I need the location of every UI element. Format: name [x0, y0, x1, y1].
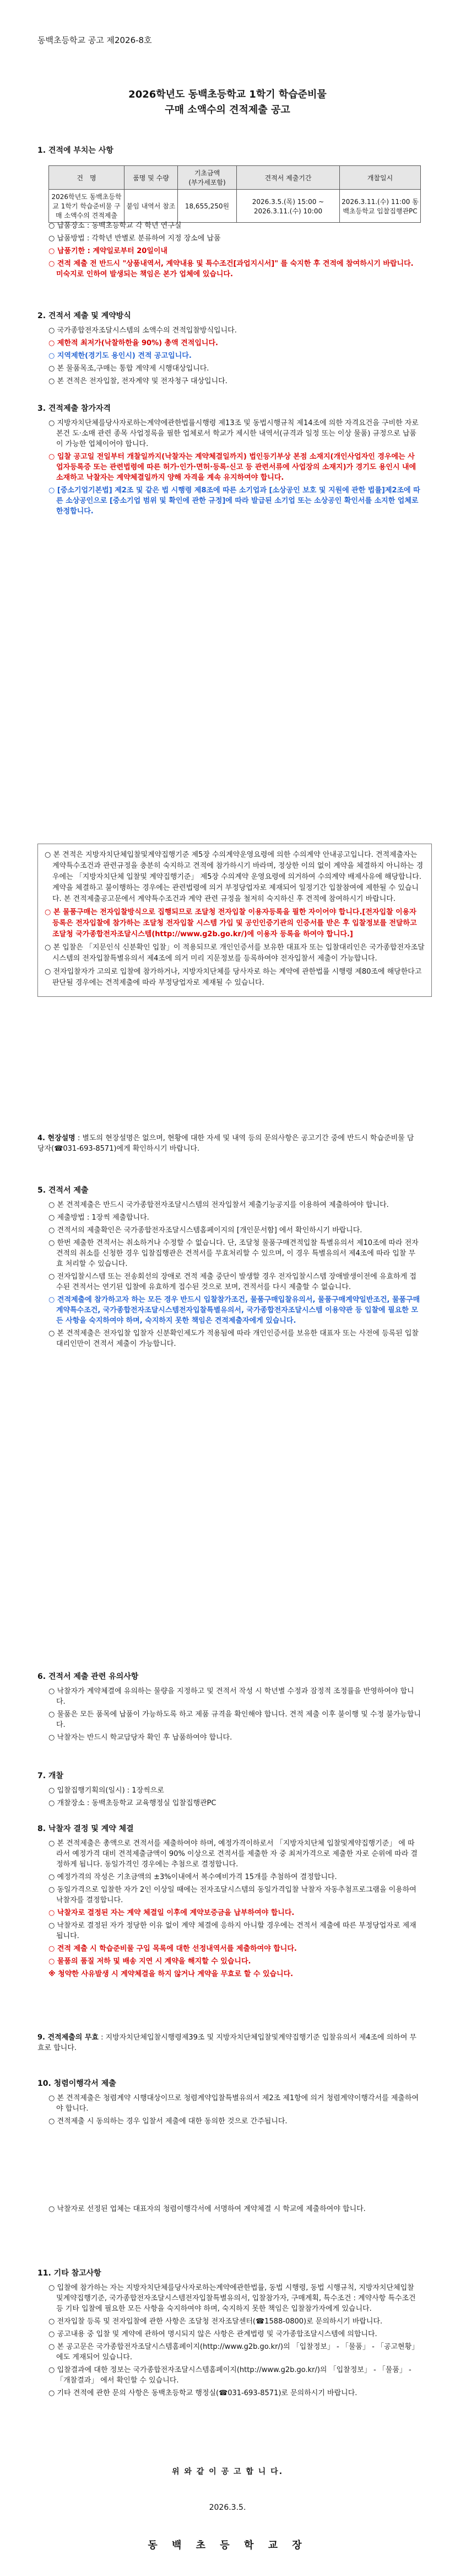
list-item: ○ 낙찰자로 결정된 자가 정당한 이유 없이 계약 체결에 응하지 아니할 경우에는 견적서 제출에 따른 부정당업자로 제재됩니다. — [48, 1922, 416, 1940]
col-period-header: 견적서 제출기간 — [237, 166, 340, 190]
section-11-items — [48, 2283, 421, 2401]
note-item: ○ 납품방법 : 각학년 반별로 분류하여 지정 장소에 납품 — [48, 234, 221, 243]
cell-amount: 18,655,250원 — [178, 190, 237, 223]
box-item: ○ 본 입찰은 「지문인식 신분확인 입찰」이 적용되므로 개인인증서를 보유한 대표자 또는 입찰대리인은 국가종합전자조달시스템의 전자입찰특별유의서 제4조에 의거 미리 지문정보를 등록하여야 전자입찰서 제출이 가능합니다. — [45, 943, 425, 963]
cell-opening: 2026.3.11.(수) 11:00 동백초등학교 입찰집행관PC — [340, 190, 421, 223]
spec-table-row — [49, 190, 421, 223]
section-3-notice-box — [37, 844, 432, 997]
list-item: ○ 전자입찰시스템 또는 전송회선의 장애로 견적 제출 중단이 발생할 경우 전자입찰시스템 장애발생이전에 유효하게 접수된 견적서는 연기된 입찰에 유효하게 접수된 것으로 보며, 견적서를 다시 제출할 수 없습니다. — [48, 1273, 416, 1291]
list-item: ○ 국가종합전자조달시스템의 소액수의 견적입찰방식입니다. — [48, 326, 237, 335]
list-item: ○ 제출방법 : 1장씩 제출합니다. — [48, 1214, 149, 1222]
section-9-text: 지방자치단체입찰시행령제39조 및 지방자치단체입찰및계약집행기준 입찰유의서 제4조에 의하여 무효로 합니다. — [37, 2033, 417, 2052]
list-item: ○ 입찰집행기획의(일시) : 1장씩으로 — [48, 1786, 164, 1795]
list-item: ○ 견적제출 시 동의하는 경우 입찰서 제출에 대한 동의한 것으로 간주됩니다. — [48, 2117, 288, 2126]
section-9-heading: 9. 견적제출의 무효 — [37, 2033, 99, 2042]
note-item: ○ 납품장소 : 동백초등학교 각 학년 연구실 — [48, 222, 182, 230]
cell-qty: 붙임 내역서 참조 — [124, 190, 178, 223]
section-2-heading: 2. 견적서 제출 및 계약방식 — [37, 312, 131, 320]
list-item: ○ 입찰결과에 대한 정보는 국가종합전자조달시스템홈페이지(http://www.g2b.go.kr/)의 「입찰정보」 - 「물품」 - 「개찰결과」 에서 확인할 수 있습니다. — [48, 2366, 411, 2385]
list-item: ○ 지방자치단체를당사자로하는계약에관한법률시행령 제13조 및 동법시행규칙 제14조에 의한 자격요건을 구비한 자로 본건 도·소매 관련 종목 사업정록을 필한 업체로서 학교가 제시한 내역서(규격과 일정 또는 이상 물품) 규정으로 납품이 가능한 업체이어야 합니다. — [48, 419, 419, 448]
section-6-heading: 6. 견적서 제출 관련 유의사항 — [37, 1672, 139, 1681]
list-item: ○ 본 견적제출은 총액으로 견적서를 제출하여야 하며, 예정가격이하로서 「지방자치단체 입찰및계약집행기준」 에 따라서 예정가격 대비 견적제출금액이 90% 이상으로 견적서를 제출한 자 중 최저가격으로 제출한 자로 순위에 따라 결정하게 됩니다. 동일가격인 경우에는 추첨으로 결정합니다. — [48, 1839, 418, 1869]
col-qty-header: 품명 및 수량 — [124, 166, 178, 190]
section-9: 9. 견적제출의 무효 : 지방자치단체입찰시행령제39조 및 지방자치단체입찰및계약집행기준 입찰유의서 제4조에 의하여 무효로 합니다. — [37, 2033, 417, 2052]
section-8-heading: 8. 낙찰자 결정 및 계약 체결 — [37, 1824, 134, 1833]
list-item: ○ 예정가격의 작성은 기초금액의 ±3%이내에서 복수예비가격 15개를 추첨하여 결정합니다. — [48, 1873, 337, 1881]
notice-title — [0, 87, 455, 118]
section-7-heading: 7. 개찰 — [37, 1772, 63, 1780]
section-5-items — [48, 1200, 421, 1351]
list-item: ○ 견적 제출 시 학습준비물 구입 목록에 대한 선정내역서를 제출하여야 합니다. — [48, 1945, 297, 1953]
section-7-items — [48, 1785, 421, 1811]
section-4: 4. 현장설명 : 별도의 현장설명은 없으며, 현황에 대한 자세 및 내역 등의 문의사항은 공고기간 중에 반드시 학습준비물 담당자(☎031-693-8571)에게 확인하시기 바랍니다. — [37, 1134, 414, 1153]
col-name-header: 건 명 — [49, 166, 124, 190]
list-item: ○ [중소기업기본법] 제2조 및 같은 법 시행령 제8조에 따른 소기업과 [소상공인 보호 및 지원에 관한 법률]제2조에 따른 소상공인으로 [중소기업 범위 및 확인에 관한 규정]에 따라 발급된 소기업 또는 소상공인 확인서를 소지한 업체로 한정합니다. — [48, 486, 420, 516]
list-item: ○ 낙찰자로 선정된 업체는 대표자의 청렴이행각서에 서명하여 계약체결 시 학교에 제출하여야 합니다. — [48, 2205, 366, 2213]
list-item: ○ 물품은 모든 품목에 납품이 가능하도록 하고 제품 규격을 확인해야 합니다. 견적 제출 이후 불이행 및 수정 불가능합니다. — [48, 1710, 421, 1729]
list-item: ○ 본 견적제출은 전자입찰 입찰자 신분확인제도가 적용됨에 따라 개인인증서를 보유한 대표자 또는 사전에 등록된 입찰대리인만이 견적서 제출이 가능합니다. — [48, 1329, 419, 1348]
col-amount-header: 기초금액 (부가세포함) — [178, 166, 237, 190]
note-item: ○ 납품기한 : 계약일로부터 20일이내 — [48, 247, 167, 255]
section-10-items — [48, 2093, 421, 2217]
title-line-1: 2026학년도 동백초등학교 1학기 학습준비물 — [128, 89, 327, 100]
list-item: ○ 본 공고문은 국가종합전자조달시스템홈페이지(http://www.g2b.go.kr/)의 「입찰정보」 - 「물품」 - 「공고현황」 에도 게재되어 있습니다. — [48, 2343, 419, 2362]
list-item: ○ 본 견적은 전자입찰, 전자계약 및 전자청구 대상입니다. — [48, 377, 228, 385]
list-item: ○ 기타 견적에 관한 문의 사항은 동백초등학교 행정실(☎031-693-8571)로 문의하시기 바랍니다. — [48, 2389, 358, 2397]
note-item: ○ 견적 제출 전 반드시 "상품내역서, 계약내용 및 특수조건[과업지시서]" 를 숙지한 후 견적에 참여하시기 바랍니다. 미숙지로 인하여 발생되는 책임은 본가 업체에 있습니다. — [48, 260, 414, 278]
list-item: ○ 개찰장소 : 동백초등학교 교육행정실 입찰집행관PC — [48, 1799, 216, 1807]
cell-name: 2026학년도 동백초등학교 1학기 학습준비물 구매 소액수의 견적제출 — [49, 190, 124, 223]
section-10-heading: 10. 청렴이행각서 제출 — [37, 2079, 116, 2088]
section-8-items — [48, 1838, 421, 1982]
list-item: ○ 견적서의 제출확인은 국가종합전자조달시스템홈페이지의 [개인문서함] 에서 확인하시기 바랍니다. — [48, 1226, 362, 1235]
list-item: ○ 입찰 공고일 전일부터 개찰일까지(낙찰자는 계약체결일까지) 법인등기부상 본점 소재지(개인사업자인 경우에는 사업자등록증 또는 관련법령에 따른 허가·인가·면허·등록·신고 등 관련서류에 사업장의 소재지)가 경기도 용인시 내에 소재하고 낙찰자는 계약체결일까지 양해 자격을 계속 유지하여야 합니다. — [48, 453, 416, 482]
list-item: ○ 견적제출에 참가하고자 하는 모든 경우 반드시 입찰참가조건, 물품구매입찰유의서, 물품구매계약일반조건, 물품구매계약특수조건, 국가종합전자조달시스템전자입찰특별유의서, 국가종합전자조달시스템 이용약관 등 입찰에 필요한 모든 사항을 숙지하여야 하며, 숙지하지 못한 책임은 견적제출자에게 있습니다. — [48, 1296, 420, 1325]
spec-table-header-row — [49, 166, 421, 190]
list-item: ○ 입찰에 참가하는 자는 지방자치단체를당사자로하는계약에관한법률, 동법 시행령, 동법 시행규칙, 지방자치단체입찰및계약집행기준, 국가종합전자조달시스템전자입찰특별유의서, 입찰참가자, 구매계획, 특수조건 : 계약사항 특수조건 등 기타 입찰에 필요한 모든 사항을 숙지하여야 하며, 숙지하지 못한 책임은 입찰참가자에게 있습니다. — [48, 2284, 416, 2313]
box-item: ○ 본 견적은 지방자치단체입찰및계약집행기준 제5장 수의계약운영요령에 의한 수의계약 안내공고입니다. 견적제출자는 계약특수조건과 관련규정을 충분히 숙지하고 견적에 참가하시기 바라며, 정상한 이의 없이 계약을 체결하지 아니하는 경우에는 「지방자치단체 입찰및 계약집행기준」 제5장 수의계약 운영요령에 의거하여 수의계약 배제사유에 해당합니다. 계약을 체결하고 불이행하는 경우에는 관련법령에 의거 부정당업자로 제재되어 일정기간 입찰참여에 제한될 수 있습니다. 본 견적제출공고문에서 계약특수조건과 계약 관련 규정을 철저히 숙지하신 후 견적에 참여하시기 바랍니다. — [45, 851, 424, 903]
section-2-items — [48, 325, 421, 389]
section-1-heading: 1. 견적에 부치는 사항 — [37, 146, 113, 155]
spec-table — [48, 165, 421, 223]
cell-period: 2026.3.5.(목) 15:00 ~ 2026.3.11.(수) 10:00 — [237, 190, 340, 223]
list-item: ※ 청약한 사유발생 시 계약체결을 하지 않거나 계약을 무효로 할 수 있습니다. — [48, 1970, 294, 1978]
box-item: ○ 본 물품구매는 전자입찰방식으로 집행되므로 조달청 전자입찰 이용자등록을 필한 자이어야 합니다.[전자입찰 이용자 등록은 전자입찰에 참가하는 조달청 전자입찰 시스템 가입 및 공인인증기관의 인증서를 받은 후 입찰정보를 전달하고 조달청 국가종합전자조달시스템(http://www.g2b.go.kr/)에 이용자 등록을 하여야 합니다.] — [45, 908, 417, 938]
section-5-heading: 5. 견적서 제출 — [37, 1186, 89, 1195]
section-6-items — [48, 1686, 421, 1745]
list-item: ○ 낙찰자로 결정된 자는 계약 체결일 이후에 계약보증금을 납부하여야 합니다. — [48, 1909, 295, 1917]
notice-date: 2026.3.5. — [209, 2503, 246, 2512]
section-4-text: 별도의 현장설명은 없으며, 현황에 대한 자세 및 내역 등의 문의사항은 공고기간 중에 반드시 학습준비물 담당자(☎031-693-8571)에게 확인하시기 바랍니다. — [37, 1134, 414, 1153]
list-item: ○ 낙찰자가 계약체결에 유의하는 물량을 지정하고 및 견적서 작성 시 학년별 수정과 잠정적 조정률을 반영하여야 합니다. — [48, 1687, 414, 1706]
list-item: ○ 전자입찰 등록 및 전자입찰에 관한 사항은 조달청 전자조달센터(☎1588-0800)로 문의하시기 바랍니다. — [48, 2317, 383, 2326]
list-item: ○ 물품의 품질 저하 및 배송 지연 시 계약을 해지할 수 있습니다. — [48, 1957, 251, 1966]
list-item: ○ 낙찰자는 반드시 학교담당자 확인 후 납품하여야 합니다. — [48, 1734, 232, 1742]
closing-statement: 위 와 같 이 공 고 합 니 다. — [171, 2467, 284, 2476]
list-item: ○ 본 견적제출은 청렴계약 시행대상이므로 청렴계약입찰특별유의서 제2조 제1항에 의거 청렴계약이행각서를 제출하여야 합니다. — [48, 2094, 419, 2113]
box-item: ○ 전자입찰자가 고의로 입찰에 참가하거나, 지방자치단체를 당사자로 하는 계약에 관한법률 시행령 제80조에 해당한다고 판단될 경우에는 견적제출에 따라 부정당업자로 제재될 수 있습니다. — [45, 968, 422, 987]
list-item: ○ 제한적 최저가(낙찰하한율 90%) 총액 견적입니다. — [48, 339, 218, 347]
list-item: ○ 본 물품목조,구매는 통합 계약제 시행대상입니다. — [48, 364, 209, 373]
list-item: ○ 본 견적제출은 반드시 국가종합전자조달시스템의 전자입찰서 제출기능공지를 이용하여 제출하여야 합니다. — [48, 1201, 389, 1209]
list-item: ○ 동일가격으로 입찰한 자가 2인 이상일 때에는 전자조달시스템의 동일가격입찰 낙찰자 자동추첨프로그램을 이용하여 낙찰자를 결정합니다. — [48, 1886, 416, 1904]
list-item: ○ 한번 제출한 견적서는 취소하거나 수정할 수 없습니다. 단, 조달청 물품구매견적입찰 특별유의서 제10조에 따라 전자견적의 취소를 신청한 경우 입찰집행관은 견적서를 무효처리할 수 있으며, 이 경우 특별유의서 제4조에 따라 입찰 무효 처리할 수 있습니다. — [48, 1239, 419, 1268]
list-item: ○ 지역제한(경기도 용인시) 견적 공고입니다. — [48, 352, 192, 360]
section-11-heading: 11. 기타 참고사항 — [37, 2269, 101, 2278]
section-4-heading: 4. 현장설명 — [37, 1134, 75, 1142]
section-1-notes — [48, 221, 421, 282]
notice-number: 동백초등학교 공고 제2026-8호 — [37, 35, 152, 45]
signature: 동 백 초 등 학 교 장 — [148, 2540, 307, 2551]
title-line-2: 구매 소액수의 견적제출 공고 — [165, 104, 290, 116]
section-3-heading: 3. 견적제출 참가자격 — [37, 404, 111, 413]
section-3-items — [48, 418, 421, 519]
col-opening-header: 개찰일시 — [340, 166, 421, 190]
list-item: ○ 공고내용 중 입찰 및 계약에 관하여 명시되지 않은 사항은 관계법령 및 국가종합조달시스템에 의합니다. — [48, 2330, 377, 2338]
